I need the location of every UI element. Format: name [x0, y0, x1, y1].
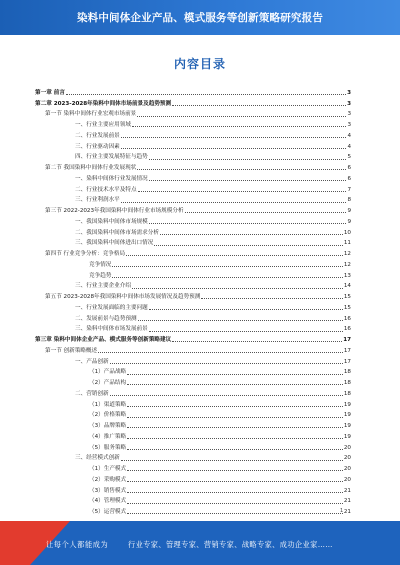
toc-leader-dots — [66, 94, 346, 95]
toc-entry[interactable] — [35, 161, 351, 172]
toc-entry[interactable] — [35, 226, 351, 237]
toc-leader-dots — [138, 320, 343, 321]
toc-entry-page: 4 — [347, 143, 351, 150]
toc-leader-dots — [149, 309, 343, 310]
toc-leader-dots — [172, 105, 346, 106]
toc-entry[interactable] — [35, 215, 351, 226]
toc-entry-label: 一、行业发展面临的主要问题 — [75, 304, 148, 311]
toc-entry[interactable] — [35, 247, 351, 258]
toc-leader-dots — [112, 277, 342, 278]
toc-entry-label: 竞争趋势 — [89, 272, 112, 279]
toc-leader-dots — [149, 223, 347, 224]
toc-entry-label: 三、染料中间体市场发展前景 — [75, 326, 148, 333]
toc-entry[interactable] — [35, 172, 351, 183]
toc-entry-page: 7 — [347, 186, 351, 193]
toc-entry[interactable] — [35, 505, 351, 516]
toc-entry[interactable] — [35, 269, 351, 280]
toc-entry-page: 21 — [343, 498, 351, 505]
toc-leader-dots — [138, 191, 347, 192]
toc-entry-label: 二、发展前景与趋势预测 — [75, 315, 137, 322]
toc-leader-dots — [127, 513, 343, 514]
toc-entry[interactable] — [35, 366, 351, 377]
toc-entry-label: （4）管理模式 — [89, 498, 127, 505]
toc-entry[interactable] — [35, 204, 351, 215]
toc-entry-page: 12 — [343, 251, 351, 257]
toc-entry[interactable] — [35, 398, 351, 409]
toc-entry[interactable] — [35, 495, 351, 506]
toc-entry-page: 19 — [343, 423, 351, 429]
toc-entry[interactable] — [35, 118, 351, 129]
toc-entry-page: 20 — [343, 476, 351, 483]
toc-entry[interactable] — [35, 258, 351, 269]
toc-entry-page: 17 — [343, 337, 351, 343]
toc-entry-label: 一、产品创新 — [75, 358, 109, 365]
toc-entry[interactable] — [35, 290, 351, 301]
toc-entry-label: 三、我国染料中间体进出口情况 — [75, 240, 154, 247]
toc-entry-label: （5）服务策略 — [89, 444, 127, 451]
toc-entry-page: 5 — [347, 154, 351, 161]
toc-entry[interactable] — [35, 441, 351, 452]
toc-entry-page: 19 — [343, 412, 351, 419]
toc-entry-label: （2）采购模式 — [89, 476, 127, 483]
toc-leader-dots — [98, 352, 343, 353]
toc-entry-label: 第一节 染料中间体行业宏观市场前景 — [45, 111, 137, 118]
toc-entry-page: 15 — [343, 304, 351, 311]
toc-leader-dots — [127, 406, 343, 407]
toc-leader-dots — [127, 449, 343, 450]
toc-entry[interactable] — [35, 387, 351, 398]
footer-slogan-left: 让每个人都能成为 — [46, 540, 109, 549]
toc-entry[interactable] — [35, 183, 351, 194]
toc-entry-label: 一、我国染料中间体市场规模 — [75, 218, 148, 225]
toc-entry-page: 4 — [347, 132, 351, 139]
toc-entry[interactable] — [35, 237, 351, 248]
toc-entry-page: 11 — [343, 240, 351, 247]
toc-entry-label: 二、营销创新 — [75, 390, 109, 397]
toc-entry-label: （5）运营模式 — [89, 509, 127, 515]
toc-entry-label: （1）生产模式 — [89, 466, 127, 472]
toc-entry[interactable] — [35, 301, 351, 312]
toc-entry[interactable] — [35, 430, 351, 441]
toc-entry-label: （1）产品战略 — [89, 369, 127, 376]
toc-entry[interactable] — [35, 323, 351, 334]
toc-entry[interactable] — [35, 376, 351, 387]
toc-entry-label: 第二节 我国染料中间体行业发展现状 — [45, 165, 137, 171]
toc-entry-label: 一、染料中间体行业发展情况 — [75, 175, 148, 182]
footer-bar — [0, 521, 400, 565]
toc-entry-page: 3 — [347, 89, 351, 96]
toc-entry-label: 三、行业驱动因素 — [75, 143, 120, 150]
toc-entry-label: 三、行业主要企业介绍 — [75, 283, 131, 290]
footer-slogan-right: 行业专家、管理专家、营销专家、战略专家、成功企业家…… — [128, 540, 333, 549]
toc-leader-dots — [110, 395, 343, 396]
footer-accent — [0, 521, 30, 565]
toc-entry-label: （4）推广策略 — [89, 433, 127, 440]
toc-entry-page: 18 — [343, 369, 351, 376]
toc-entry[interactable] — [35, 419, 351, 430]
toc-entry-label: 一、行业主要应用领域 — [75, 122, 131, 128]
toc-entry[interactable] — [35, 452, 351, 463]
toc-entry-label: （2）价格策略 — [89, 412, 127, 419]
toc-leader-dots — [127, 438, 343, 439]
toc-entry-page: 3 — [347, 122, 351, 128]
toc-entry-label: 三、经营模式创新 — [75, 455, 120, 462]
toc-entry[interactable] — [35, 312, 351, 323]
toc-entry-page: 19 — [343, 401, 351, 408]
toc-leader-dots — [127, 374, 343, 375]
toc-entry-page: 18 — [343, 380, 351, 386]
toc-leader-dots — [110, 363, 343, 364]
toc-entry-page: 6 — [347, 175, 351, 182]
toc-entry-page: 17 — [343, 347, 351, 354]
report-header-bar — [0, 0, 400, 35]
toc-leader-dots — [149, 180, 347, 181]
report-title: 染料中间体企业产品、模式服务等创新策略研究报告 — [76, 12, 324, 24]
toc-entry[interactable] — [35, 355, 351, 366]
toc-leader-dots — [121, 460, 343, 461]
toc-entry-page: 13 — [343, 272, 351, 279]
toc-entry-label: （1）渠道策略 — [89, 401, 127, 408]
toc-entry-label: （3）销售模式 — [89, 487, 127, 494]
toc-entry-label: （2）产品结构 — [89, 380, 127, 386]
toc-entry[interactable] — [35, 97, 351, 108]
toc-entry-label: 二、行业发展前景 — [75, 132, 120, 139]
toc-leader-dots — [112, 266, 342, 267]
toc-entry-page: 6 — [347, 165, 351, 171]
toc-leader-dots — [185, 212, 347, 213]
toc-entry-label: 二、我国染料中间体市场需求分析 — [75, 229, 159, 236]
toc-entry-page: 9 — [347, 218, 351, 225]
toc-entry-label: 三、行业利润水平 — [75, 197, 120, 204]
toc-entry-page: 21 — [343, 509, 351, 515]
toc-leader-dots — [127, 427, 343, 428]
toc-leader-dots — [127, 470, 343, 471]
table-of-contents — [35, 86, 351, 516]
toc-leader-dots — [121, 202, 347, 203]
toc-leader-dots — [160, 234, 343, 235]
toc-leader-dots — [172, 341, 342, 342]
toc-leader-dots — [137, 116, 346, 117]
toc-entry-page: 19 — [343, 433, 351, 440]
toc-entry[interactable] — [35, 280, 351, 291]
toc-entry[interactable] — [35, 473, 351, 484]
toc-leader-dots — [127, 417, 343, 418]
toc-leader-dots — [132, 126, 346, 127]
toc-leader-dots — [154, 245, 343, 246]
toc-leader-dots — [127, 492, 343, 493]
toc-entry[interactable] — [35, 344, 351, 355]
toc-entry-page: 3 — [347, 111, 351, 118]
toc-heading: 内容目录 — [173, 57, 226, 71]
toc-entry-label: 第三节 2022-2023年我国染料中间体行业市场规模分析 — [45, 208, 184, 214]
toc-entry-page: 16 — [343, 326, 351, 333]
toc-entry-label: 第一章 前言 — [35, 89, 65, 96]
page-number: 1 — [340, 508, 344, 514]
toc-entry-label: 第三章 染料中间体企业产品、模式服务等创新策略建议 — [35, 337, 172, 343]
toc-entry-label: 第四节 行业竞争分析：竞争格局 — [45, 251, 126, 257]
toc-entry-page: 8 — [347, 197, 351, 204]
toc-entry-page: 16 — [343, 315, 351, 322]
toc-leader-dots — [149, 331, 343, 332]
toc-entry-page: 15 — [343, 294, 351, 300]
toc-entry[interactable] — [35, 462, 351, 473]
toc-entry-page: 9 — [347, 208, 351, 214]
toc-entry[interactable] — [35, 333, 351, 344]
toc-entry-page: 14 — [343, 283, 351, 290]
toc-entry-page: 21 — [343, 487, 351, 494]
toc-entry-label: 第一节 创新策略概述 — [45, 347, 98, 354]
toc-entry-page: 12 — [343, 261, 351, 268]
toc-entry-label: 第五节 2023-2028年我国染料中间体市场发展情况及趋势预测 — [45, 294, 201, 300]
toc-entry[interactable] — [35, 151, 351, 162]
toc-entry-label: 二、行业技术水平及特点 — [75, 186, 137, 193]
toc-entry-page: 20 — [343, 466, 351, 472]
toc-entry-label: 竞争情况 — [89, 261, 112, 268]
toc-entry-label: （3）品牌策略 — [89, 423, 127, 429]
toc-entry-page: 20 — [343, 444, 351, 451]
toc-entry-page: 3 — [347, 100, 351, 107]
toc-leader-dots — [132, 288, 343, 289]
toc-entry-page: 10 — [343, 229, 351, 236]
toc-entry-page: 17 — [343, 358, 351, 365]
toc-entry[interactable] — [35, 86, 351, 97]
toc-entry-label: 四、行业主要发展特征与趋势 — [75, 154, 148, 161]
toc-entry[interactable] — [35, 140, 351, 151]
toc-leader-dots — [127, 503, 343, 504]
toc-leader-dots — [126, 255, 343, 256]
toc-entry-page: 20 — [343, 455, 351, 462]
toc-entry-label: 第二章 2023-2028年染料中间体市场前景及趋势预测 — [35, 100, 172, 107]
toc-leader-dots — [127, 481, 343, 482]
toc-leader-dots — [121, 137, 347, 138]
toc-entry[interactable] — [35, 484, 351, 495]
toc-entry[interactable] — [35, 129, 351, 140]
toc-leader-dots — [201, 298, 343, 299]
toc-leader-dots — [149, 159, 347, 160]
toc-entry[interactable] — [35, 409, 351, 420]
toc-leader-dots — [127, 384, 343, 385]
toc-entry-page: 18 — [343, 390, 351, 397]
toc-entry[interactable] — [35, 194, 351, 205]
toc-leader-dots — [137, 169, 346, 170]
toc-leader-dots — [121, 148, 347, 149]
toc-entry[interactable] — [35, 108, 351, 119]
